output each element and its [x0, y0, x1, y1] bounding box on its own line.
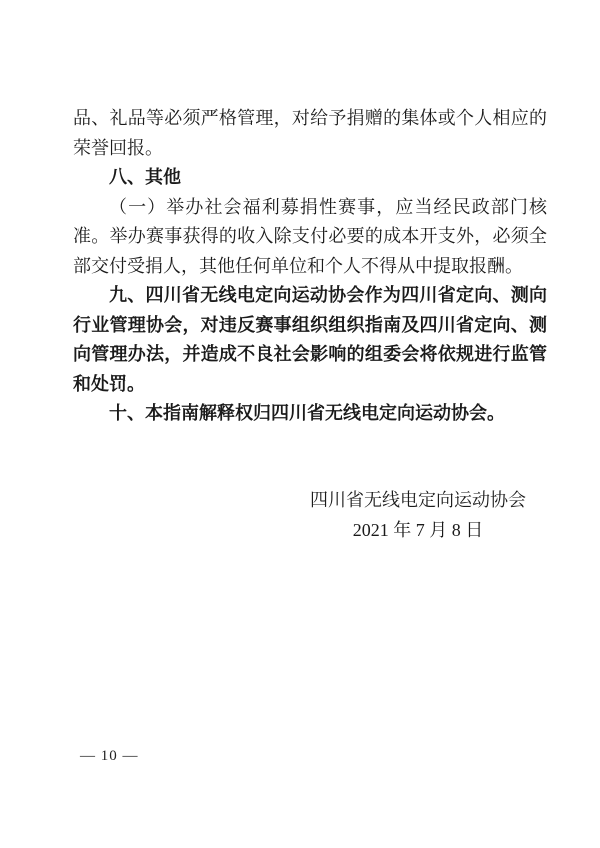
paragraph-nine: 九、四川省无线电定向运动协会作为四川省定向、测向行业管理协会，对违反赛事组织组织指南及四川省定向、测向管理办法，并造成不良社会影响的组委会将依规进行监管和处罚。	[73, 285, 547, 394]
page-number: — 10 —	[80, 748, 139, 764]
paragraph-continuation: 品、礼品等必须严格管理，对给予捐赠的集体或个人相应的荣誉回报。	[73, 108, 547, 158]
signature-organization: 四川省无线电定向运动协会	[310, 489, 526, 510]
document-body	[73, 104, 547, 545]
signature-block	[288, 485, 548, 545]
paragraph-ten: 十、本指南解释权归四川省无线电定向运动协会。	[109, 403, 505, 423]
section-heading-eight: 八、其他	[109, 167, 181, 187]
signature-date: 2021 年 7 月 8 日	[352, 519, 484, 540]
paragraph-eight-item-one: （一）举办社会福利募捐性赛事，应当经民政部门核准。举办赛事获得的收入除支付必要的成本开支外，必须全部交付受捐人，其他任何单位和个人不得从中提取报酬。	[73, 196, 547, 276]
